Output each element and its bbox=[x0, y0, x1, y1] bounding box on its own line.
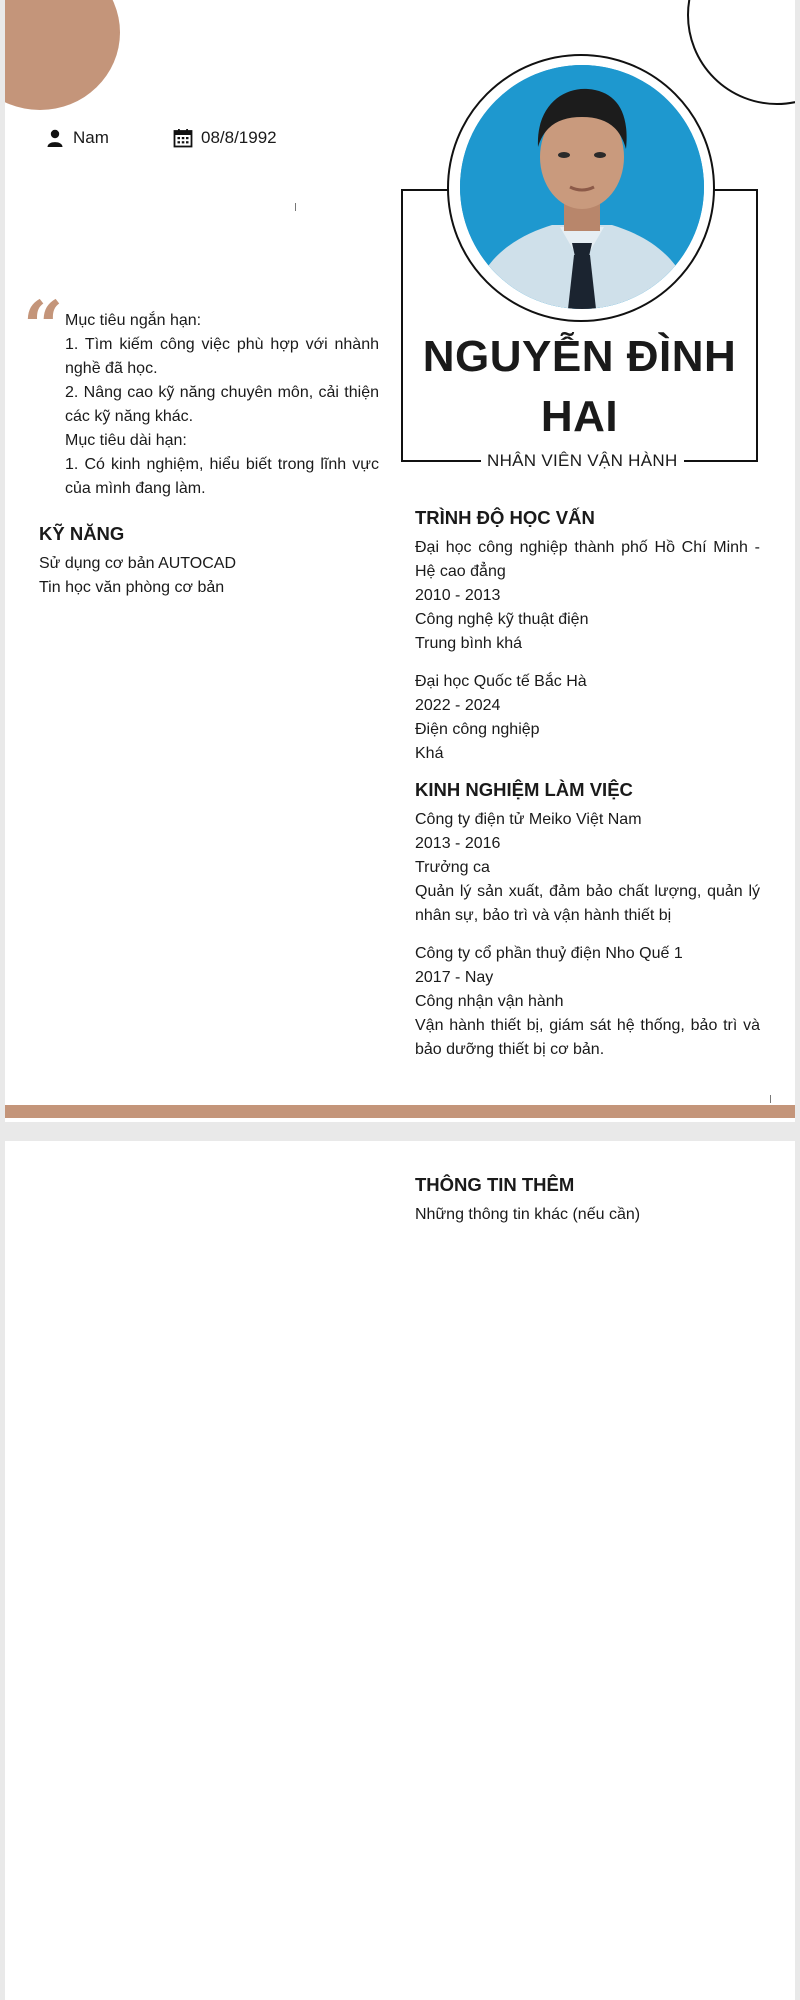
objective-line: Mục tiêu ngắn hạn: bbox=[65, 312, 202, 329]
experience-position: Trưởng ca bbox=[415, 859, 490, 876]
skills-title: KỸ NĂNG bbox=[39, 523, 125, 544]
experience-section bbox=[415, 778, 760, 1062]
education-major: Công nghệ kỹ thuật điện bbox=[415, 611, 589, 628]
education-title: TRÌNH ĐỘ HỌC VẤN bbox=[415, 507, 595, 528]
education-grade: Khá bbox=[415, 745, 444, 762]
birthdate-value: 08/8/1992 bbox=[201, 128, 277, 147]
objective-line: 1. Tìm kiếm công việc phù hợp với nhành nghề đã học. bbox=[65, 336, 379, 377]
profile-photo bbox=[460, 65, 704, 309]
decorative-corner-circle bbox=[5, 0, 120, 110]
cv-page-2 bbox=[5, 1141, 795, 2000]
experience-period: 2017 - Nay bbox=[415, 969, 494, 986]
skills-section bbox=[39, 522, 369, 600]
birthdate-field bbox=[173, 128, 277, 148]
skill-item: Tin học văn phòng cơ bản bbox=[39, 579, 225, 596]
education-period: 2022 - 2024 bbox=[415, 697, 501, 714]
skill-item: Sử dụng cơ bản AUTOCAD bbox=[39, 555, 236, 572]
experience-description: Quản lý sản xuất, đảm bảo chất lượng, quản lý nhân sự, bảo trì và vận hành thiết bị bbox=[415, 883, 760, 924]
experience-description: Vận hành thiết bị, giám sát hệ thống, bảo trì và bảo dưỡng thiết bị cơ bản. bbox=[415, 1017, 760, 1058]
experience-title: KINH NGHIỆM LÀM VIỆC bbox=[415, 779, 633, 800]
calendar-icon bbox=[173, 128, 193, 148]
job-title: NHÂN VIÊN VẬN HÀNH bbox=[481, 449, 684, 473]
text-cursor-mark bbox=[770, 1095, 771, 1103]
cv-page-1 bbox=[5, 0, 795, 1122]
experience-company: Công ty điện tử Meiko Việt Nam bbox=[415, 811, 642, 828]
person-icon bbox=[45, 128, 65, 148]
objective-line: Mục tiêu dài hạn: bbox=[65, 432, 187, 449]
education-section bbox=[415, 506, 760, 766]
candidate-name: NGUYỄN ĐÌNH HAI bbox=[422, 332, 737, 441]
decorative-corner-ring bbox=[687, 0, 795, 105]
gender-value: Nam bbox=[73, 128, 109, 147]
quote-icon: “ bbox=[23, 285, 58, 368]
additional-info-title: THÔNG TIN THÊM bbox=[415, 1174, 575, 1195]
additional-info-section bbox=[415, 1173, 760, 1227]
objective-line: 1. Có kinh nghiệm, hiểu biết trong lĩnh vực của mình đang làm. bbox=[65, 456, 379, 497]
experience-period: 2013 - 2016 bbox=[415, 835, 501, 852]
experience-position: Công nhận vận hành bbox=[415, 993, 564, 1010]
education-major: Điện công nghiệp bbox=[415, 721, 540, 738]
footer-accent-bar bbox=[5, 1105, 795, 1118]
gender-field bbox=[45, 128, 109, 148]
person-portrait-icon bbox=[460, 65, 704, 309]
objective-line: 2. Nâng cao kỹ năng chuyên môn, cải thiện các kỹ năng khác. bbox=[65, 384, 379, 425]
text-cursor-mark bbox=[295, 203, 296, 211]
education-school: Đại học công nghiệp thành phố Hồ Chí Minh - Hệ cao đẳng bbox=[415, 539, 760, 580]
education-grade: Trung bình khá bbox=[415, 635, 523, 652]
experience-company: Công ty cổ phần thuỷ điện Nho Quế 1 bbox=[415, 945, 683, 962]
additional-info-text: Những thông tin khác (nếu cần) bbox=[415, 1206, 641, 1223]
career-objective bbox=[65, 309, 379, 501]
education-period: 2010 - 2013 bbox=[415, 587, 501, 604]
education-school: Đại học Quốc tế Bắc Hà bbox=[415, 673, 587, 690]
